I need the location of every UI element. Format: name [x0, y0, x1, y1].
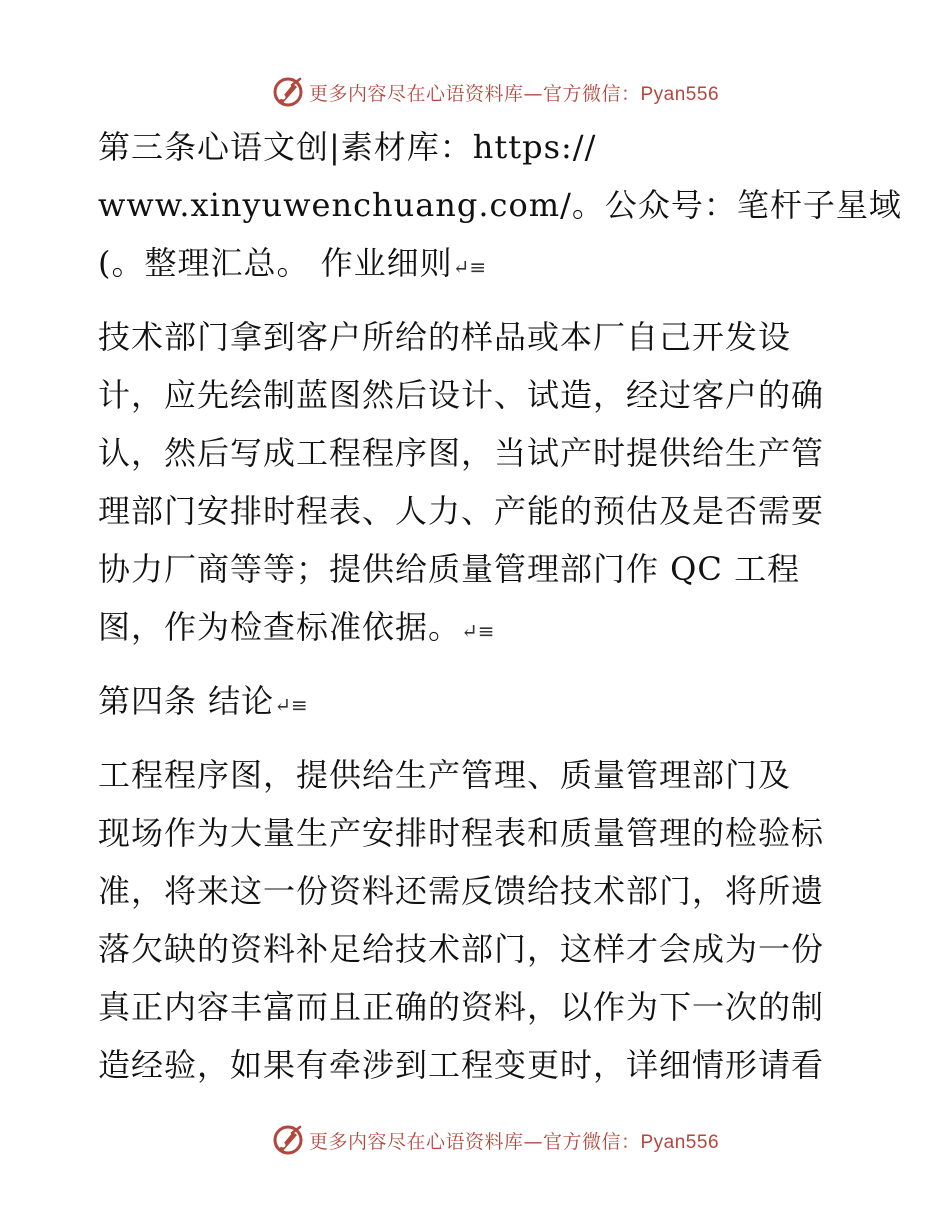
text-line: 第四条 结论↵≡: [98, 682, 308, 720]
paragraph-mark: ↵≡: [461, 619, 495, 643]
text-line: 协力厂商等等；提供给质量管理部门作 QC 工程: [98, 550, 801, 588]
text-line: 落欠缺的资料补足给技术部门，这样才会成为一份: [98, 930, 825, 968]
paragraph-mark: ↵≡: [452, 255, 487, 279]
text-line: 图，作为检查标准依据。↵≡: [98, 608, 495, 646]
footer-watermark: [0, 1120, 950, 1160]
heading-article-4: [98, 672, 858, 730]
watermark-text: 更多内容尽在心语资料库—官方微信：Pyan556: [308, 82, 720, 105]
text-line: 技术部门拿到客户所给的样品或本厂自己开发设: [98, 318, 792, 356]
header-watermark: [0, 72, 950, 112]
quill-logo-icon: [271, 75, 305, 109]
paragraph-conclusion: [98, 746, 858, 1094]
document-body: [98, 118, 902, 1094]
paragraph-article-3: [98, 118, 902, 292]
watermark-text: 更多内容尽在心语资料库—官方微信：Pyan556: [308, 1130, 720, 1153]
text-line: 造经验，如果有牵涉到工程变更时，详细情形请看: [98, 1046, 825, 1084]
text-line: 理部门安排时程表、人力、产能的预估及是否需要: [98, 492, 825, 530]
paragraph-mark: ↵≡: [274, 693, 308, 717]
text-line: 认，然后写成工程程序图，当试产时提供给生产管: [98, 434, 825, 472]
text-line: 准，将来这一份资料还需反馈给技术部门，将所遗: [98, 872, 825, 910]
paragraph-tech-dept: [98, 308, 858, 656]
text-line: www.xinyuwenchuang.com/。公众号：笔杆子星域: [98, 186, 902, 224]
text-line: 工程程序图，提供给生产管理、质量管理部门及: [98, 756, 792, 794]
text-line: (。整理汇总。 作业细则↵≡: [98, 244, 487, 282]
text-line: 现场作为大量生产安排时程表和质量管理的检验标: [98, 814, 825, 852]
text-line: 第三条心语文创|素材库：https://: [98, 128, 597, 166]
quill-logo-icon: [271, 1123, 305, 1157]
text-line: 计，应先绘制蓝图然后设计、试造，经过客户的确: [98, 376, 825, 414]
text-line: 真正内容丰富而且正确的资料，以作为下一次的制: [98, 988, 825, 1026]
